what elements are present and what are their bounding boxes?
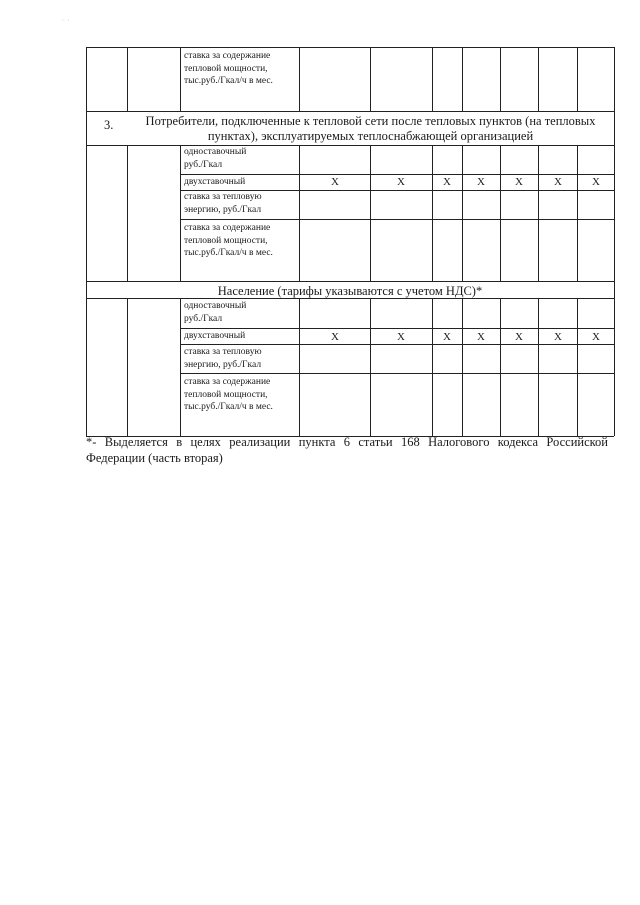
column-divider xyxy=(538,47,539,111)
column-divider xyxy=(180,145,181,281)
row-divider xyxy=(86,145,614,146)
table-right-border xyxy=(614,47,615,436)
x-mark: X xyxy=(592,331,600,343)
row-divider xyxy=(180,174,614,175)
row-label-capacity-rate xyxy=(184,50,273,88)
row-divider xyxy=(180,219,614,220)
section-title-line: Потребители, подключенные к тепловой сети после тепловых пунктов (на тепловых xyxy=(145,114,596,128)
x-mark: X xyxy=(592,176,600,188)
column-divider xyxy=(432,47,433,111)
label-line: энергию, руб./Гкал xyxy=(184,204,262,215)
column-divider xyxy=(538,145,539,281)
row-label-capacity-rate xyxy=(184,376,273,414)
row-divider xyxy=(180,344,614,345)
x-mark: X xyxy=(515,331,523,343)
x-mark: X xyxy=(554,176,562,188)
footnote: *- Выделяется в целях реализации пункта 6 статьи 168 Налогового кодекса Российской Федерации (часть вторая) xyxy=(86,435,608,465)
table-top-border xyxy=(86,47,614,48)
row-divider xyxy=(180,328,614,329)
column-divider xyxy=(577,47,578,111)
label-line: одноставочный xyxy=(184,301,247,311)
label-line: тыс.руб./Гкал/ч в мес. xyxy=(184,76,273,86)
section-number: 3. xyxy=(104,118,114,132)
x-mark: X xyxy=(443,176,451,188)
label-line: тепловой мощности, xyxy=(184,63,268,74)
column-divider xyxy=(577,298,578,436)
row-divider xyxy=(180,373,614,374)
column-divider xyxy=(462,298,463,436)
x-mark: X xyxy=(477,176,485,188)
x-mark: X xyxy=(397,176,405,188)
column-divider xyxy=(180,47,181,111)
column-divider xyxy=(299,298,300,436)
column-divider xyxy=(462,47,463,111)
column-divider xyxy=(432,298,433,436)
label-line: тепловой мощности, xyxy=(184,389,268,400)
row-label-single-rate xyxy=(184,146,246,171)
label-line: энергию, руб./Гкал xyxy=(184,359,262,370)
column-divider xyxy=(370,298,371,436)
label-line: ставка за содержание xyxy=(184,51,271,61)
population-title: Население (тарифы указываются с учетом НДС)* xyxy=(217,284,483,298)
x-mark: X xyxy=(331,331,339,343)
label-line: ставка за тепловую xyxy=(184,347,262,357)
section-title xyxy=(127,114,614,144)
label-line: руб./Гкал xyxy=(184,159,223,170)
row-label-single-rate xyxy=(184,300,246,325)
column-divider xyxy=(299,47,300,111)
x-mark: X xyxy=(477,331,485,343)
column-divider xyxy=(180,298,181,436)
column-divider xyxy=(127,298,128,436)
row-label-energy-rate xyxy=(184,346,262,371)
row-label-energy-rate xyxy=(184,191,262,216)
x-mark: X xyxy=(397,331,405,343)
column-divider xyxy=(370,145,371,281)
label-line: ставка за тепловую xyxy=(184,192,262,202)
column-divider xyxy=(462,145,463,281)
column-divider xyxy=(127,145,128,281)
label-line: тыс.руб./Гкал/ч в мес. xyxy=(184,248,273,258)
x-mark: X xyxy=(443,331,451,343)
column-divider xyxy=(370,47,371,111)
section-title-line: пунктах), эксплуатируемых теплоснабжающей организацией xyxy=(207,129,534,143)
x-mark: X xyxy=(554,331,562,343)
label-line: тепловой мощности, xyxy=(184,235,268,246)
column-divider xyxy=(538,298,539,436)
label-line: тыс.руб./Гкал/ч в мес. xyxy=(184,402,273,412)
label-line: руб./Гкал xyxy=(184,313,223,324)
x-mark: X xyxy=(331,176,339,188)
column-divider xyxy=(500,47,501,111)
column-divider xyxy=(432,145,433,281)
row-label-two-rate: двухставочный xyxy=(184,331,246,341)
row-label-capacity-rate xyxy=(184,222,273,260)
label-line: одноставочный xyxy=(184,147,247,157)
row-divider xyxy=(86,111,614,112)
column-divider xyxy=(127,47,128,111)
label-line: ставка за содержание xyxy=(184,377,271,387)
column-divider xyxy=(577,145,578,281)
table-left-border xyxy=(86,47,87,436)
label-line: ставка за содержание xyxy=(184,223,271,233)
column-divider xyxy=(299,145,300,281)
column-divider xyxy=(500,298,501,436)
x-mark: X xyxy=(515,176,523,188)
scan-corner-mark: · · xyxy=(62,18,71,24)
row-label-two-rate: двухставочный xyxy=(184,177,246,187)
row-divider xyxy=(86,281,614,282)
column-divider xyxy=(500,145,501,281)
